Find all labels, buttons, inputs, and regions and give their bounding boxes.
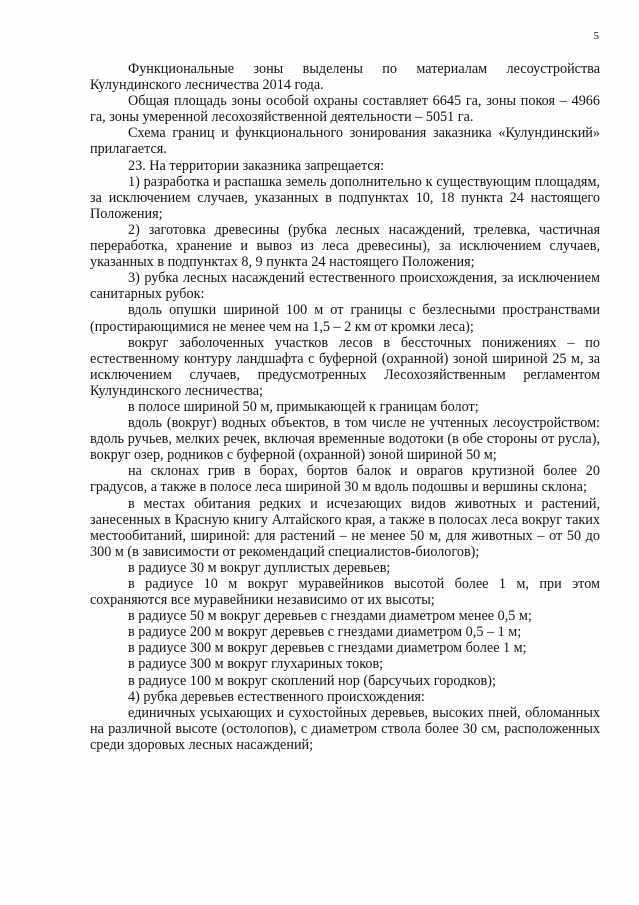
- paragraph: в полосе шириной 50 м, примыкающей к границам болот;: [128, 398, 479, 415]
- paragraph: Схема границ и функционального зонирования заказника «Кулундинский» прилагается.: [90, 125, 600, 158]
- paragraph: 3) рубка лесных насаждений естественного происхождения, за исключением санитарных рубок:: [90, 270, 600, 303]
- paragraph: 1) разработка и распашка земель дополнительно к существующим площадям, за исключением случаев, указанных в подпунктах 10, 18 пункта 24 настоящего Положения;: [90, 173, 600, 222]
- paragraph: в радиусе 10 м вокруг муравейников высотой более 1 м, при этом сохраняются все муравейники независимо от их высоты;: [90, 576, 600, 609]
- paragraph: в радиусе 30 м вокруг дуплистых деревьев;: [128, 559, 391, 576]
- page-number: 5: [593, 30, 599, 42]
- paragraph: 23. На территории заказника запрещается:: [128, 157, 385, 174]
- paragraph: вдоль (вокруг) водных объектов, в том числе не учтенных лесоустройством: вдоль ручьев, мелких речек, включая временные водотоки (в обе стороны от русла), вокруг озер, родников с буферной (охранной) зоной шириной 50 м;: [90, 415, 600, 464]
- document-body: [90, 61, 600, 753]
- paragraph: 4) рубка деревьев естественного происхождения:: [128, 688, 425, 705]
- paragraph: единичных усыхающих и сухостойных деревьев, высоких пней, обломанных на различной высоте (остолопов), с диаметром ствола более 30 см, расположенных среди здоровых лесных насаждений;: [90, 704, 600, 753]
- paragraph: вокруг заболоченных участков лесов в бессточных понижениях – по естественному контуру ландшафта с буферной (охранной) зоной шириной 25 м, за исключением случаев, предусмотренных Лесохозяйственным регламентом Кулундинского лесничества;: [90, 334, 600, 399]
- paragraph: 2) заготовка древесины (рубка лесных насаждений, трелевка, частичная переработка, хранение и вывоз из леса древесины), за исключением случаев, указанных в подпунктах 8, 9 пункта 24 настоящего Положения;: [90, 221, 600, 271]
- paragraph: в радиусе 100 м вокруг скоплений нор (барсучьих городков);: [128, 672, 496, 689]
- paragraph: в радиусе 300 м вокруг глухариных токов;: [128, 656, 384, 673]
- paragraph: в радиусе 300 м вокруг деревьев с гнездами диаметром более 1 м;: [128, 640, 527, 657]
- paragraph: в радиусе 50 м вокруг деревьев с гнездами диаметром менее 0,5 м;: [128, 608, 532, 625]
- paragraph: Функциональные зоны выделены по материалам лесоустройства Кулундинского лесничества 2014 года.: [90, 61, 600, 94]
- paragraph: на склонах грив в борах, бортов балок и оврагов крутизной более 20 градусов, а также в полосе леса шириной 30 м вдоль подошвы и вершины склона;: [90, 463, 600, 496]
- paragraph: вдоль опушки шириной 100 м от границы с безлесными пространствами (простирающимися не менее чем на 1,5 – 2 км от кромки леса);: [90, 302, 600, 335]
- paragraph: Общая площадь зоны особой охраны составляет 6645 га, зоны покоя – 4966 га, зоны умеренной лесохозяйственной деятельности – 5051 га.: [90, 93, 600, 126]
- paragraph: в радиусе 200 м вокруг деревьев с гнездами диаметром 0,5 – 1 м;: [128, 624, 522, 641]
- paragraph: в местах обитания редких и исчезающих видов животных и растений, занесенных в Красную книгу Алтайского края, а также в полосах леса вокруг таких местообитаний, шириной: для растений – не менее 50 м, для животных – от 50 до 300 м (в зависимости от рекомендаций специалистов-биологов);: [90, 495, 600, 560]
